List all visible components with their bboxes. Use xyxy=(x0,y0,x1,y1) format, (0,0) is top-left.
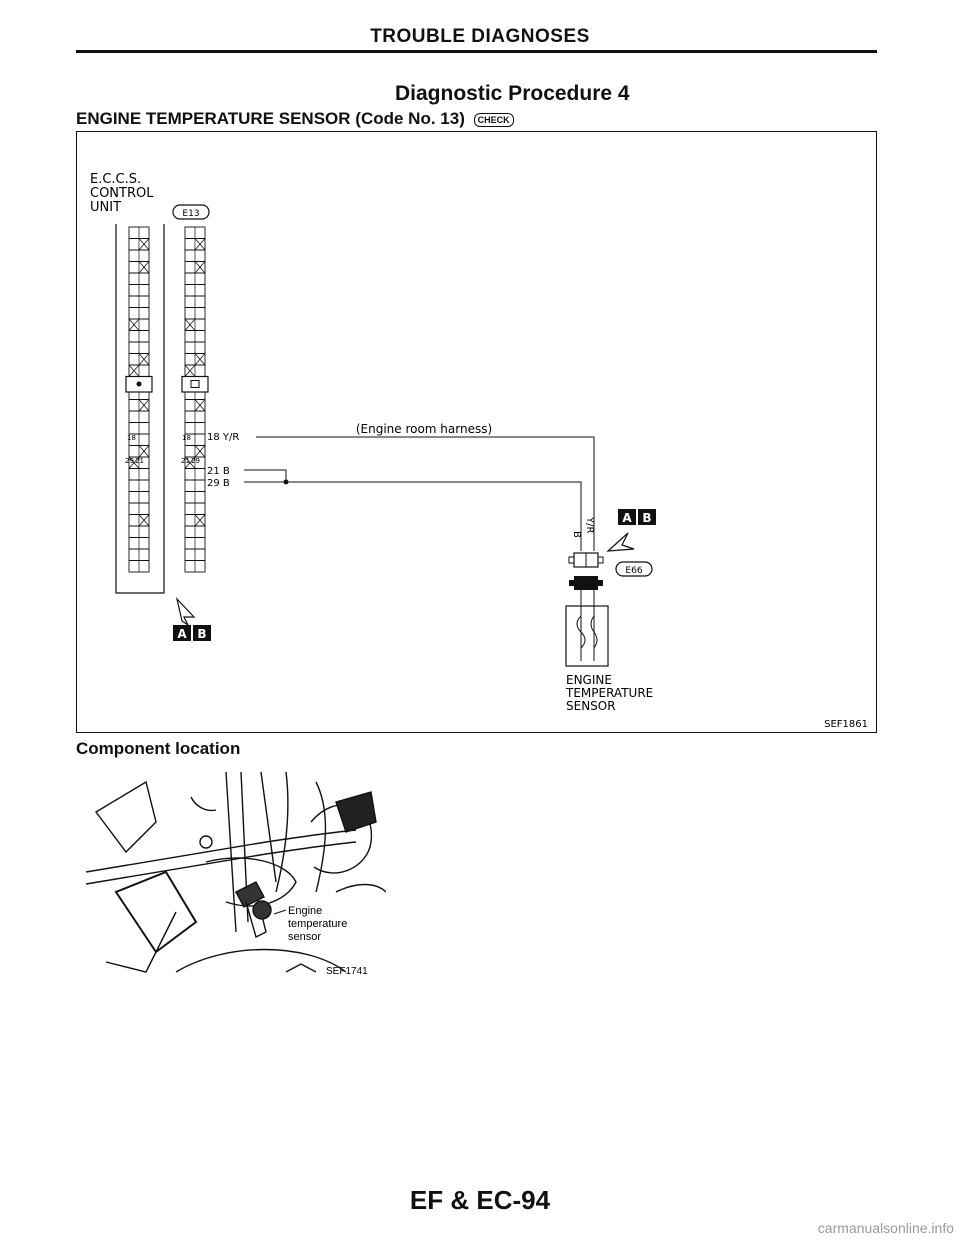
pin-label-left-18: 18 xyxy=(127,434,136,442)
ecu-label-1: E.C.C.S. xyxy=(90,172,142,187)
sensor-label-2: TEMPERATURE xyxy=(566,686,654,700)
pin-label-right-29: 29 xyxy=(191,457,200,465)
watermark: carmanualsonline.info xyxy=(817,1220,954,1236)
svg-text:A: A xyxy=(177,627,187,641)
ecu-connector-right xyxy=(182,227,208,572)
wire-label-29: 29 B xyxy=(207,478,230,489)
callout-line-3: sensor xyxy=(288,931,322,943)
wiring-diagram xyxy=(76,131,877,733)
callout-line-2: temperature xyxy=(288,918,348,930)
pin-label-left-21: 21 xyxy=(135,457,144,465)
ecu-label-3: UNIT xyxy=(90,200,122,215)
component-figure-code: SEF1741 xyxy=(326,966,368,977)
wire-b-21 xyxy=(244,470,286,482)
page-number: EF & EC-94 xyxy=(409,1185,551,1215)
check-icon: CHECK xyxy=(474,113,514,127)
arrow-icon xyxy=(608,533,634,551)
svg-text:B: B xyxy=(197,627,207,641)
subtitle-code: (Code No. 13) xyxy=(355,109,465,128)
svg-text:B: B xyxy=(642,511,652,525)
ecu-connector-label: E13 xyxy=(182,209,200,219)
harness-label: (Engine room harness) xyxy=(355,422,493,436)
wire-y-r xyxy=(256,437,594,509)
sensor-label-1: ENGINE xyxy=(566,673,612,687)
sensor-body xyxy=(566,606,608,666)
sensor-connector-male xyxy=(574,576,598,590)
callout-line-1: Engine xyxy=(288,905,323,917)
page-header-title: TROUBLE DIAGNOSES xyxy=(370,26,590,47)
wire-label-18: 18 Y/R xyxy=(207,432,240,443)
sensor-wire-label-yr: Y/R xyxy=(584,517,595,534)
splice-point xyxy=(284,480,289,485)
pin-label-left-29: 29 xyxy=(125,457,134,465)
procedure-title: Diagnostic Procedure 4 xyxy=(395,82,630,105)
subtitle-main: ENGINE TEMPERATURE SENSOR xyxy=(76,109,351,128)
diagram-figure-code: SEF1861 xyxy=(824,719,868,730)
pin-label-right-21: 21 xyxy=(181,457,190,465)
arrow-icon-ecu xyxy=(177,599,194,625)
procedure-subtitle xyxy=(76,109,514,129)
ecu-label-2: CONTROL xyxy=(90,186,154,201)
wire-b-29 xyxy=(244,482,581,551)
pin-label-right-18: 18 xyxy=(182,434,191,442)
sensor-label-3: SENSOR xyxy=(566,699,616,713)
header-rule xyxy=(76,50,877,53)
wire-label-21: 21 B xyxy=(207,466,230,477)
svg-text:A: A xyxy=(622,511,632,525)
component-heading: Component location xyxy=(76,739,241,758)
sensor-connector-label: E66 xyxy=(625,566,643,576)
sensor-wire-label-b: B xyxy=(571,531,582,538)
component-photo xyxy=(86,772,386,982)
ecu-connector-left xyxy=(126,227,152,572)
